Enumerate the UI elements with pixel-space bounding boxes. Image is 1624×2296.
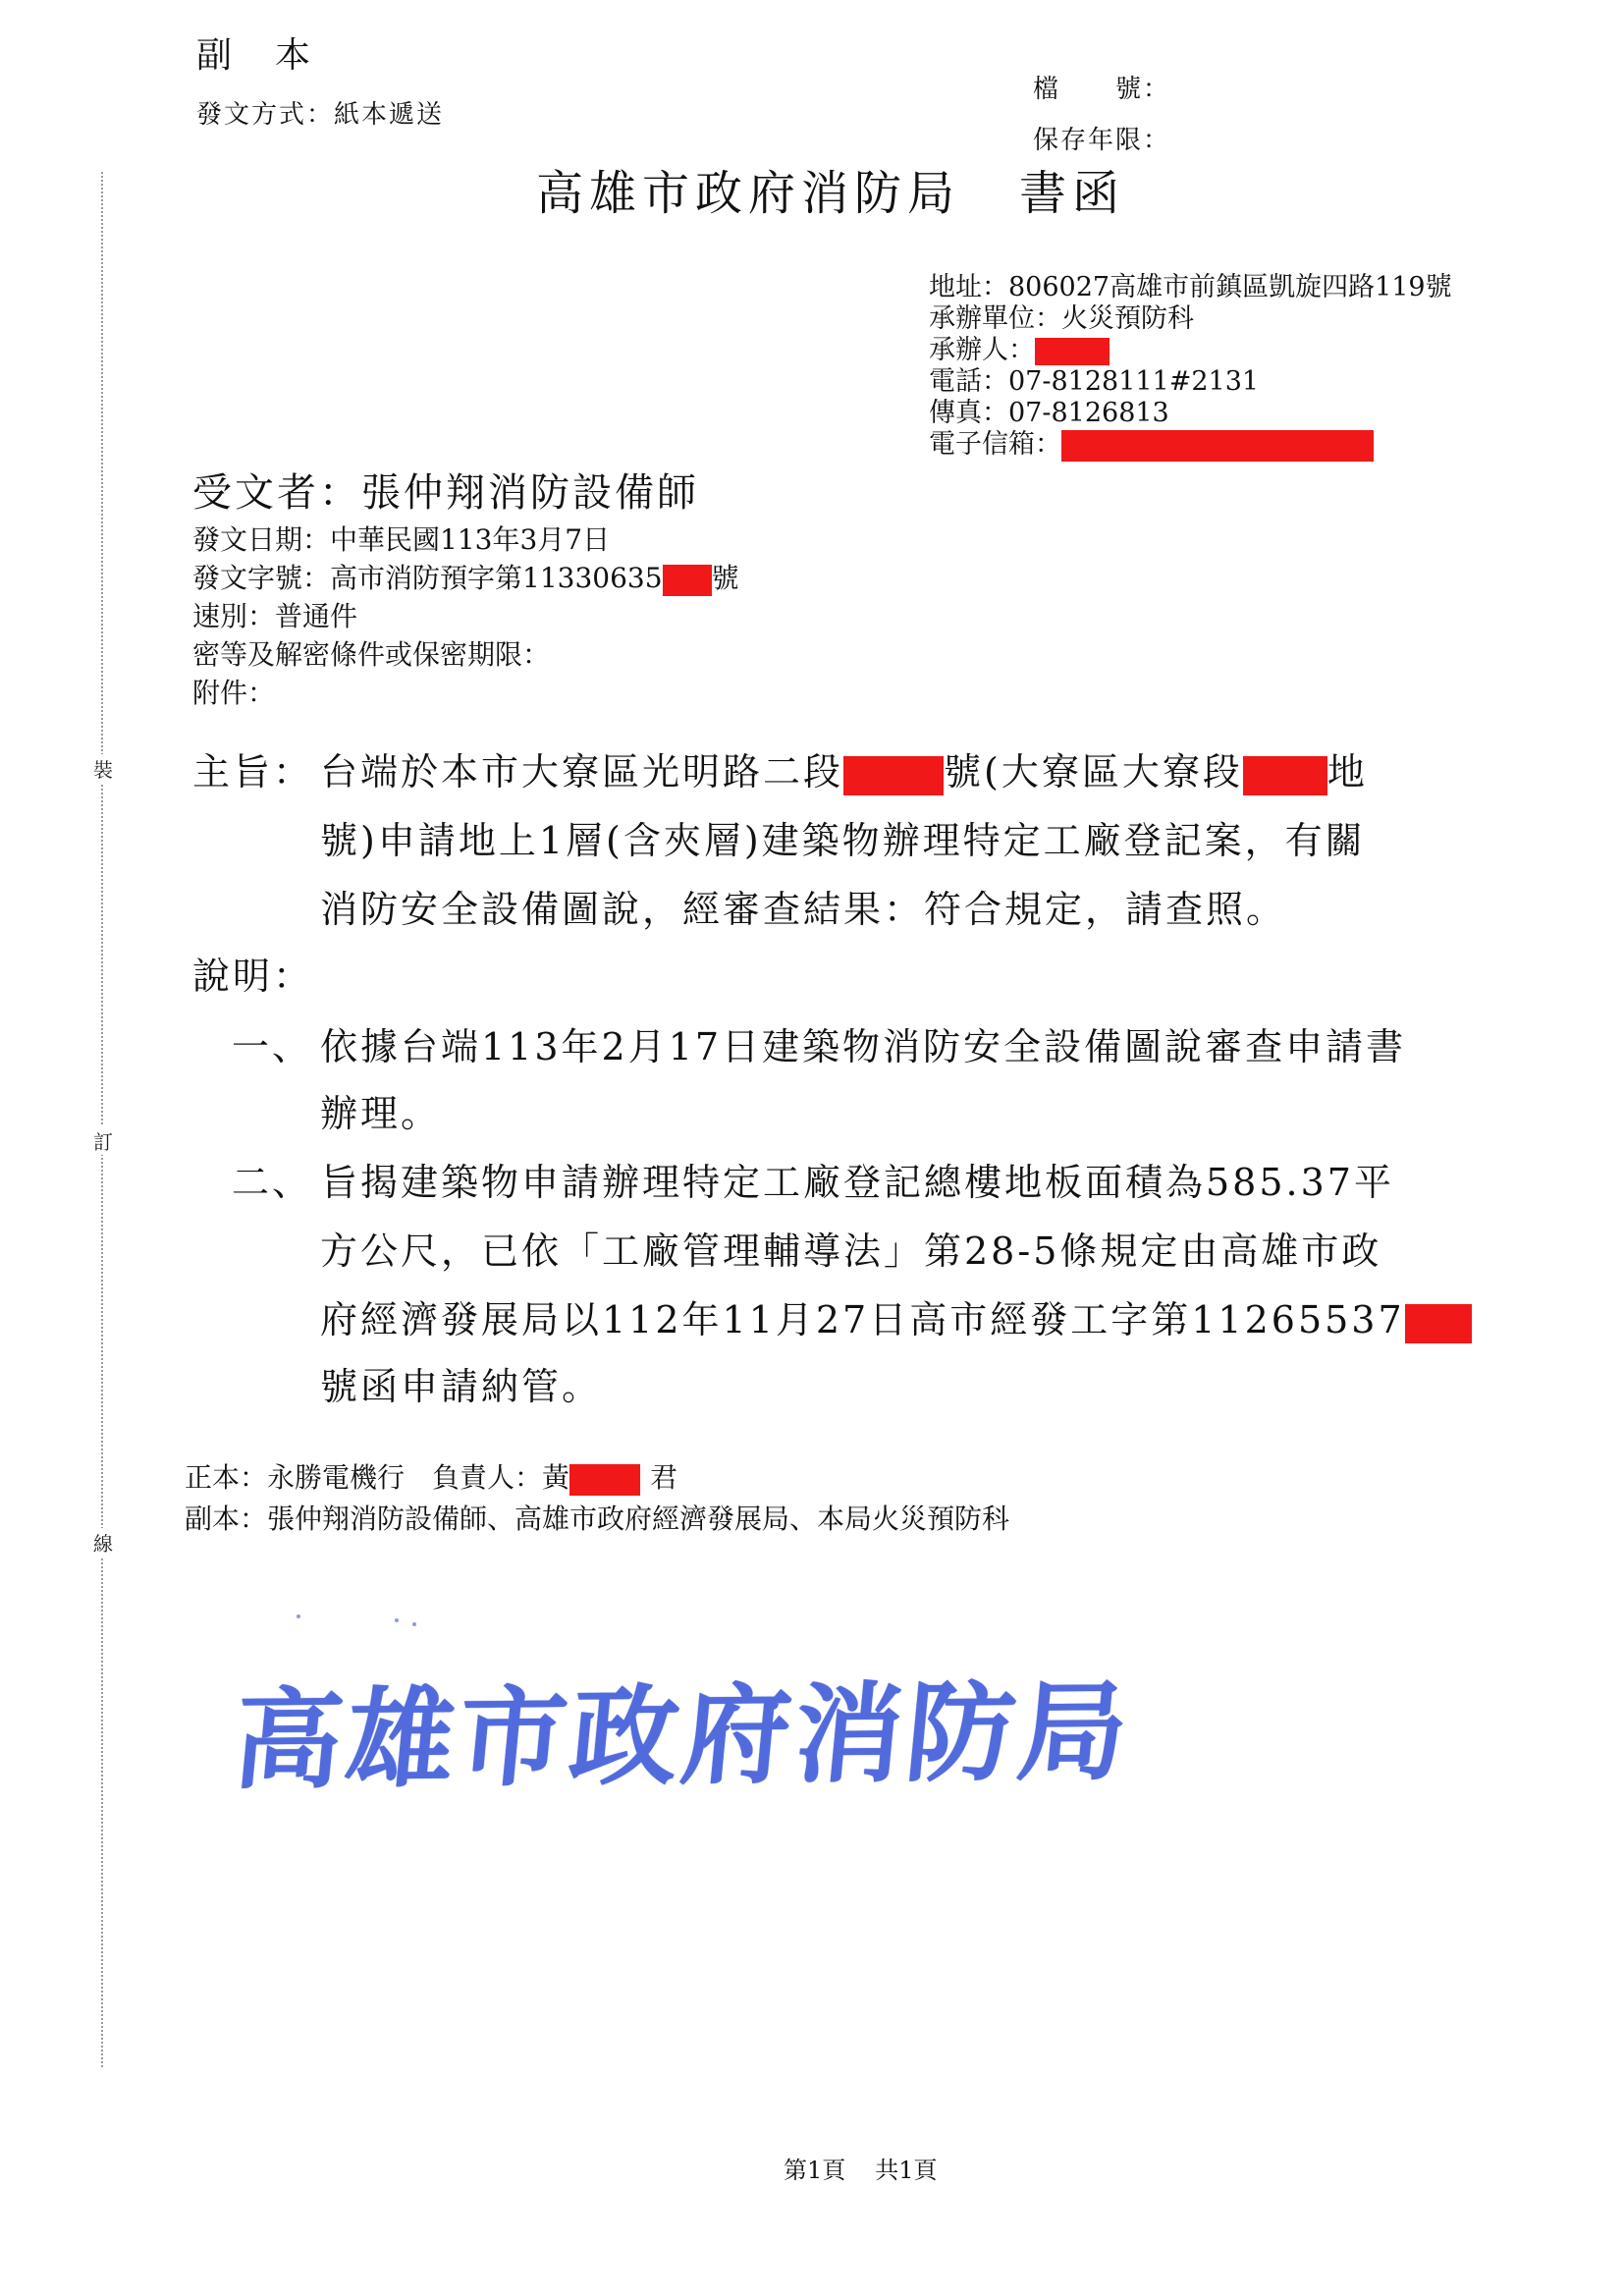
issue-number: 發文字號：高市消防預字第11330635 號 [192,562,739,594]
item-2-line-2: 方公尺，已依「工廠管理輔導法」第28-5條規定由高雄市政 [320,1230,1382,1273]
subject-label: 主旨： [192,750,314,793]
binding-mark-ding: 訂 [92,1126,114,1155]
contact-fax: 傳真：07-8126813 [929,398,1169,428]
contact-unit: 承辦單位：火災預防科 [929,303,1194,334]
item-1-line-1: 依據台端113年2月17日建築物消防安全設備圖說審查申請書 [320,1025,1407,1068]
issue-date: 發文日期：中華民國113年3月7日 [192,523,611,556]
stamp-speck [412,1622,416,1626]
speed-class: 速別：普通件 [192,600,358,632]
item-2-line-1: 旨揭建築物申請辦理特定工廠登記總樓地板面積為585.37平 [320,1161,1394,1204]
redaction-owner [569,1464,640,1496]
contact-block [929,272,1452,462]
agency-name: 高雄市政府消防局 [536,166,961,221]
redaction-permit [1405,1304,1472,1343]
document-title [536,155,1125,223]
official-seal-stamp: 高雄市政府消防局 [228,1667,1137,1804]
recipient: 受文者：張仲翔消防設備師 [192,470,699,516]
attachment-label: 附件： [192,677,276,709]
document-type: 書函 [1019,166,1126,221]
redaction-lot [1243,756,1327,795]
contact-officer: 承辦人： [929,335,1452,366]
contact-phone: 電話：07-8128111#2131 [929,366,1260,397]
delivery-method: 發文方式：紙本遞送 [196,100,445,130]
subject-line-1: 台端於本市大寮區光明路二段 號(大寮區大寮段 地 [320,750,1368,793]
meta-block [192,520,739,712]
explanation-label: 說明： [192,955,314,998]
redaction-officer [1035,338,1110,365]
binding-mark-xian: 線 [92,1528,114,1557]
file-number-label: 檔 號： [1033,75,1171,104]
stamp-speck [395,1618,399,1622]
item-2-line-3: 府經濟發展局以112年11月27日高市經發工字第11265537 [320,1286,1472,1353]
contact-address: 地址：806027高雄市前鎮區凱旋四路119號 [929,272,1452,302]
subject-line-2: 號)申請地上1層(含夾層)建築物辦理特定工廠登記案，有關 [320,819,1366,862]
copy-label: 副 本 [196,35,315,76]
page-total: 共1頁 [875,2157,938,2184]
item-2-line-4: 號函申請納管。 [320,1365,603,1408]
page-footer [784,2151,938,2185]
subject-line-3: 消防安全設備圖說，經審查結果：符合規定，請查照。 [320,888,1287,931]
item-1-line-2: 辦理。 [320,1092,442,1135]
redaction-number [663,565,712,596]
contact-email: 電子信箱： [929,429,1452,462]
page-number: 第1頁 [784,2157,846,2184]
copy-recipients: 副本：張仲翔消防設備師、高雄市政府經濟發展局、本局火災預防科 [185,1503,1010,1535]
redaction-email [1061,430,1374,462]
binding-mark-zhuang: 裝 [92,754,114,783]
binding-margin-line [101,172,103,2067]
original-recipient: 正本：永勝電機行 負責人：黃 君 [185,1461,678,1494]
secrecy-level: 密等及解密條件或保密期限： [192,638,551,671]
redaction-address [843,756,944,795]
item-2-number: 二、 [232,1161,313,1204]
stamp-speck [297,1614,300,1618]
retention-label: 保存年限： [1033,126,1171,155]
item-1-number: 一、 [232,1025,313,1068]
